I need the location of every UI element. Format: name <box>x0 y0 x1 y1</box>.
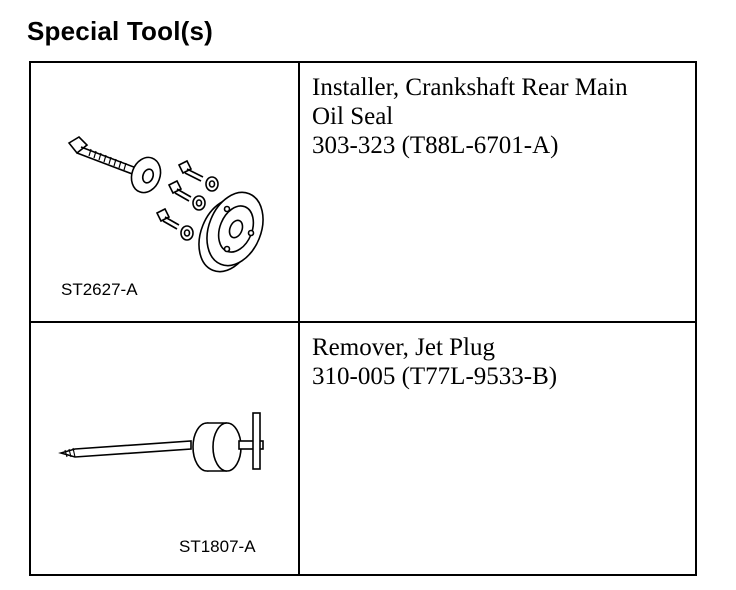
t-handle <box>253 413 260 469</box>
illustration-id-label: ST1807-A <box>179 537 256 556</box>
special-tools-table <box>29 61 697 576</box>
page-title: Special Tool(s) <box>27 16 213 46</box>
tool-row <box>31 323 695 576</box>
tool-description-cell <box>300 63 695 321</box>
tool-part-number: 310-005 (T77L-9533-B) <box>312 363 558 390</box>
tool-description-cell <box>300 323 695 576</box>
tool-illustration-cell <box>31 323 300 576</box>
small-bolt <box>169 181 205 210</box>
tool-part-number: 303-323 (T88L-6701-A) <box>312 132 559 159</box>
jet-plug-remover-illustration <box>31 323 298 576</box>
tool-name-line: Remover, Jet Plug <box>312 334 496 361</box>
tool-name-line: Oil Seal <box>312 103 394 130</box>
small-bolt <box>179 161 218 191</box>
tool-illustration-cell <box>31 63 300 321</box>
tool-row <box>31 63 695 323</box>
remover-shaft <box>61 441 191 457</box>
illustration-id-label: ST2627-A <box>61 280 138 299</box>
installer-bolt <box>69 137 139 175</box>
small-bolt <box>157 209 193 240</box>
tool-name-line: Installer, Crankshaft Rear Main <box>312 74 628 101</box>
slide-hammer-weight <box>193 423 241 471</box>
